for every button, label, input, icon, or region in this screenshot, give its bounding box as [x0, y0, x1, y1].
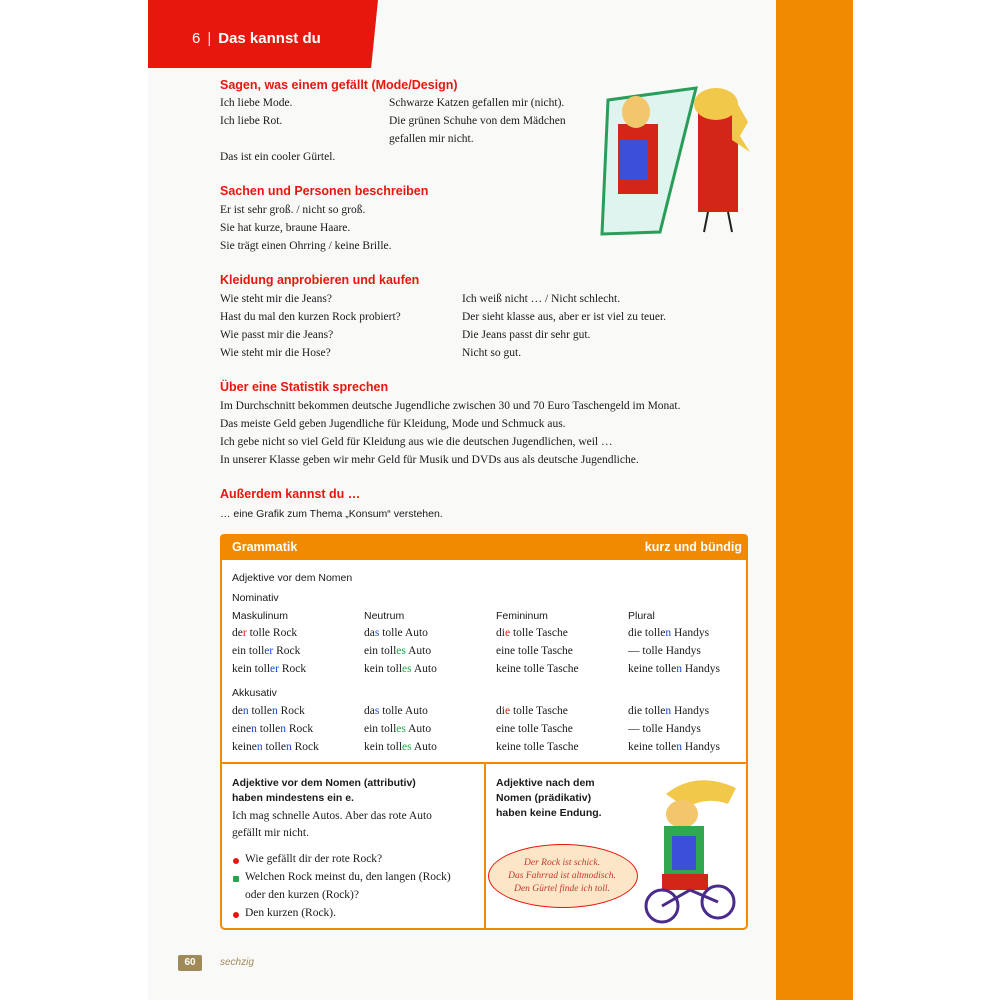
- akkusativ-cell: keine tollen Handys: [628, 741, 720, 753]
- nominativ-cell: eine tolle Tasche: [496, 645, 573, 657]
- akkusativ-cell: keine tolle Tasche: [496, 741, 579, 753]
- ausserdem-line: … eine Grafik zum Thema „Konsum“ verstehen.: [220, 508, 443, 520]
- grammar-subtitle: kurz und bündig: [644, 540, 742, 554]
- question-2a: Welchen Rock meinst du, den langen (Rock): [245, 871, 451, 883]
- grammar-topic: Adjektive vor dem Nomen: [232, 572, 353, 584]
- nominativ-label: Nominativ: [232, 592, 279, 604]
- nominativ-cell: keine tolle Tasche: [496, 663, 579, 675]
- kleidung-left-2: Hast du mal den kurzen Rock probiert?: [220, 311, 401, 323]
- nominativ-cell: keine tollen Handys: [628, 663, 720, 675]
- akkusativ-cell: die tolle Tasche: [496, 705, 568, 717]
- col-maskulinum: Maskulinum: [232, 610, 289, 622]
- grammar-title: Grammatik: [232, 540, 298, 554]
- mode-left-2: Ich liebe Rot.: [220, 115, 283, 127]
- kleidung-right-1: Ich weiß nicht … / Nicht schlecht.: [462, 293, 621, 305]
- mode-left-3: Das ist ein cooler Gürtel.: [220, 151, 336, 163]
- question-2b: oder den kurzen (Rock)?: [245, 889, 359, 901]
- akkusativ-label: Akkusativ: [232, 687, 277, 699]
- kleidung-left-3: Wie passt mir die Jeans?: [220, 329, 334, 341]
- bullet-green-icon: [233, 876, 239, 882]
- kleidung-left-1: Wie steht mir die Jeans?: [220, 293, 332, 305]
- attributiv-heading-1: Adjektive vor dem Nomen (attributiv): [232, 777, 416, 789]
- kleidung-right-3: Die Jeans passt dir sehr gut.: [462, 329, 591, 341]
- bullet-red-icon: [233, 912, 239, 918]
- mode-right-3: gefallen mir nicht.: [389, 133, 474, 145]
- orange-side-strip: [776, 0, 853, 1000]
- answer-3: Den kurzen (Rock).: [245, 907, 337, 919]
- akkusativ-cell: keinen tollen Rock: [232, 741, 319, 753]
- bullet-red-icon: [233, 858, 239, 864]
- chapter-header: [192, 30, 321, 47]
- mode-left-1: Ich liebe Mode.: [220, 97, 293, 109]
- akkusativ-cell: die tollen Handys: [628, 705, 710, 717]
- bubble-line-3: Den Gürtel finde ich toll.: [514, 884, 610, 894]
- chapter-number: 6: [192, 30, 201, 47]
- mirror-illustration: [600, 82, 760, 242]
- nominativ-cell: der tolle Rock: [232, 627, 298, 639]
- kleidung-right-2: Der sieht klasse aus, aber er ist viel zu teuer.: [462, 311, 667, 323]
- header-separator: |: [207, 30, 212, 47]
- attributiv-heading-2: haben mindestens ein e.: [232, 792, 354, 804]
- nominativ-cell: kein toller Rock: [232, 663, 307, 675]
- col-plural: Plural: [628, 610, 655, 622]
- statistik-line-1: Im Durchschnitt bekommen deutsche Jugendliche zwischen 30 und 70 Euro Taschengeld im Monat.: [220, 400, 681, 412]
- section-heading-statistik: Über eine Statistik sprechen: [220, 380, 389, 394]
- praedikativ-heading-1: Adjektive nach dem: [496, 777, 595, 789]
- nominativ-cell: ein tolles Auto: [364, 645, 432, 657]
- nominativ-cell: — tolle Handys: [628, 645, 701, 657]
- section-heading-beschreiben: Sachen und Personen beschreiben: [220, 184, 429, 198]
- akkusativ-cell: das tolle Auto: [364, 705, 428, 717]
- cyclist-illustration: [636, 774, 746, 926]
- praedikativ-heading-3: haben keine Endung.: [496, 807, 602, 819]
- page-number-badge: 60: [178, 955, 202, 971]
- nominativ-cell: das tolle Auto: [364, 627, 428, 639]
- statistik-line-3: Ich gebe nicht so viel Geld für Kleidung aus wie die deutschen Jugendlichen, weil …: [220, 436, 613, 448]
- nominativ-cell: ein toller Rock: [232, 645, 301, 657]
- akkusativ-cell: — tolle Handys: [628, 723, 701, 735]
- akkusativ-cell: den tollen Rock: [232, 705, 305, 717]
- statistik-line-4: In unserer Klasse geben wir mehr Geld für Musik und DVDs aus als deutsche Jugendliche.: [220, 454, 639, 466]
- section-heading-ausserdem: Außerdem kannst du …: [220, 487, 361, 501]
- akkusativ-cell: einen tollen Rock: [232, 723, 314, 735]
- bubble-line-1: Der Rock ist schick.: [524, 858, 600, 868]
- nominativ-cell: die tollen Handys: [628, 627, 710, 639]
- statistik-line-2: Das meiste Geld geben Jugendliche für Kleidung, Mode und Schmuck aus.: [220, 418, 566, 430]
- akkusativ-cell: eine tolle Tasche: [496, 723, 573, 735]
- mode-right-1: Schwarze Katzen gefallen mir (nicht).: [389, 97, 565, 109]
- col-femininum: Femininum: [496, 610, 548, 622]
- col-neutrum: Neutrum: [364, 610, 405, 622]
- nominativ-cell: kein tolles Auto: [364, 663, 437, 675]
- question-1: Wie gefällt dir der rote Rock?: [245, 853, 383, 865]
- mode-right-2: Die grünen Schuhe von dem Mädchen: [389, 115, 566, 127]
- bubble-line-2: Das Fahrrad ist altmodisch.: [508, 871, 616, 881]
- attributiv-example-1: Ich mag schnelle Autos. Aber das rote Auto: [232, 810, 432, 822]
- praedikativ-heading-2: Nomen (prädikativ): [496, 792, 592, 804]
- kleidung-left-4: Wie steht mir die Hose?: [220, 347, 331, 359]
- grammar-title-bar: [220, 534, 748, 560]
- grammar-divider-vertical: [484, 762, 486, 928]
- nominativ-cell: die tolle Tasche: [496, 627, 568, 639]
- page-number-word: sechzig: [220, 957, 254, 968]
- chapter-title: Das kannst du: [218, 30, 321, 47]
- beschreiben-line-1: Er ist sehr groß. / nicht so groß.: [220, 204, 366, 216]
- akkusativ-cell: ein tolles Auto: [364, 723, 432, 735]
- attributiv-example-2: gefällt mir nicht.: [232, 827, 309, 839]
- beschreiben-line-2: Sie hat kurze, braune Haare.: [220, 222, 351, 234]
- section-heading-mode: Sagen, was einem gefällt (Mode/Design): [220, 78, 458, 92]
- kleidung-right-4: Nicht so gut.: [462, 347, 522, 359]
- beschreiben-line-3: Sie trägt einen Ohrring / keine Brille.: [220, 240, 392, 252]
- akkusativ-cell: kein tolles Auto: [364, 741, 437, 753]
- section-heading-kleidung: Kleidung anprobieren und kaufen: [220, 273, 420, 287]
